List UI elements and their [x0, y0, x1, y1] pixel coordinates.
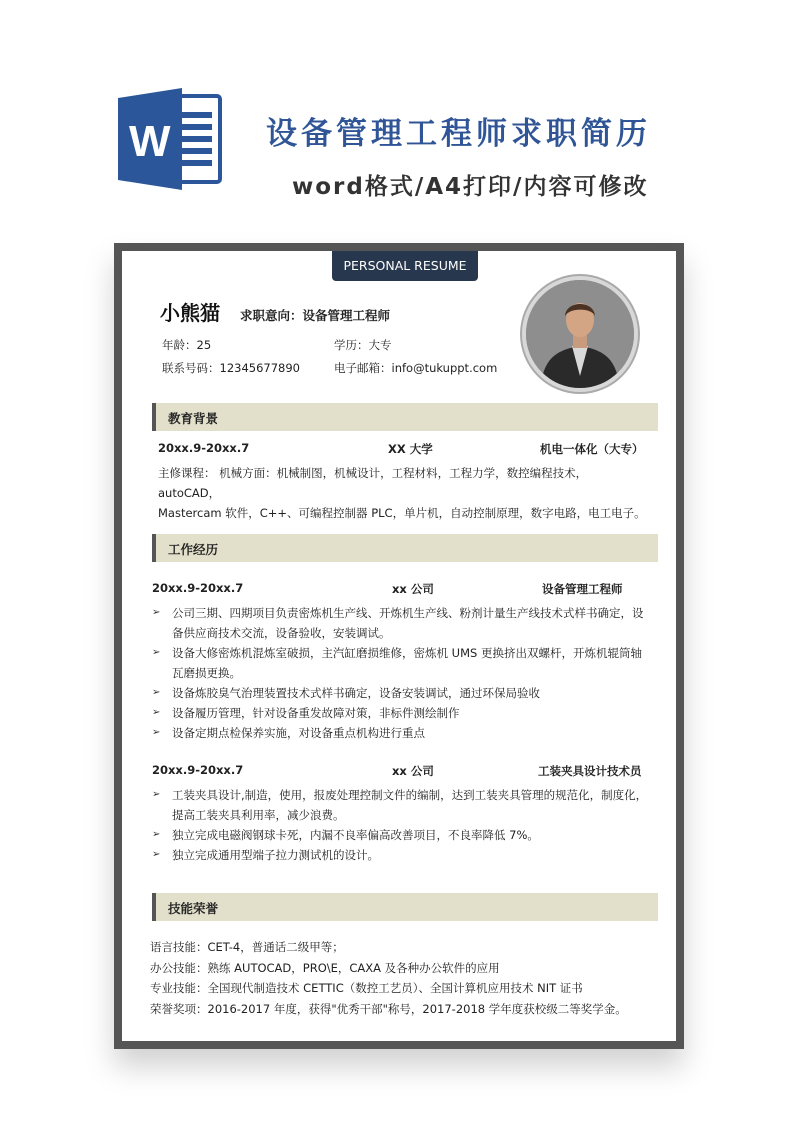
- banner-subtitle: word格式/A4打印/内容可修改: [292, 174, 649, 200]
- job-company: xx 公司: [392, 582, 434, 596]
- person-avatar-icon: [526, 280, 634, 388]
- age-field: 年龄：25: [162, 338, 212, 352]
- job-intent: 求职意向：设备管理工程师: [240, 308, 391, 323]
- profile-photo: [522, 276, 638, 392]
- job-duties-list: [150, 785, 652, 865]
- education-major: 机电一体化（大专）: [540, 442, 644, 456]
- work-section-title: 工作经历: [168, 542, 219, 557]
- skills-section-title: 技能荣誉: [168, 901, 219, 916]
- course-line: Mastercam 软件，C++、可编程控制器 PLC，单片机，自动控制原理，数字电路，电工电子。: [158, 506, 646, 520]
- duty-item: ➢ 独立完成电磁阀钢球卡死，内漏不良率偏高改善项目，不良率降低 7%。: [150, 825, 652, 845]
- personal-resume-tag: PERSONAL RESUME: [332, 251, 478, 281]
- job-duties-list: [150, 603, 652, 743]
- duty-item: ➢ 设备大修密炼机混炼室破损，主汽缸磨损维修，密炼机 UMS 更换挤出双螺杆，开炼机辊筒轴瓦磨损更换。: [150, 643, 652, 683]
- job-company: xx 公司: [392, 764, 434, 778]
- duty-item: ➢ 工装夹具设计,制造，使用，报废处理控制文件的编制，达到工装夹具管理的规范化，制度化，提高工装夹具利用率，减少浪费。: [150, 785, 652, 825]
- duty-item: ➢ 公司三期、四期项目负责密炼机生产线、开炼机生产线、粉剂计量生产线技术式样书确定，设备供应商技术交流，设备验收，安装调试。: [150, 603, 652, 643]
- skills-list: [150, 937, 652, 1019]
- banner-title: 设备管理工程师求职简历: [266, 116, 651, 152]
- course-line: 主修课程： 机械方面：机械制图，机械设计，工程材料，工程力学，数控编程技术，autoCAD，: [158, 466, 588, 500]
- skills-section-header: [152, 893, 658, 921]
- education-school: XX 大学: [388, 442, 433, 456]
- skill-line: 办公技能：熟练 AUTOCAD，PRO\E，CAXA 及各种办公软件的应用: [150, 960, 500, 975]
- duty-item: ➢ 设备定期点检保养实施，对设备重点机构进行重点: [150, 723, 652, 743]
- job-period: 20xx.9-20xx.7: [152, 581, 244, 595]
- duty-item: ➢ 设备履历管理，针对设备重发故障对策，非标件测绘制作: [150, 703, 652, 723]
- education-period: 20xx.9-20xx.7: [158, 441, 250, 455]
- education-field: 学历：大专: [334, 338, 392, 352]
- duty-item: ➢ 独立完成通用型端子拉力测试机的设计。: [150, 845, 652, 865]
- work-section-header: [152, 534, 658, 562]
- phone-field: 联系号码：12345677890: [162, 361, 300, 375]
- job-period: 20xx.9-20xx.7: [152, 763, 244, 777]
- skill-line: 语言技能：CET-4，普通话二级甲等；: [150, 940, 344, 954]
- word-logo-letter: W: [129, 117, 171, 166]
- word-document-icon: [118, 86, 224, 192]
- skill-line: 荣誉奖项：2016-2017 年度，获得"优秀干部"称号，2017-2018 学年度获校级二等奖学金。: [150, 1001, 627, 1016]
- education-courses: [158, 463, 648, 523]
- email-field: 电子邮箱：info@tukuppt.com: [334, 361, 498, 375]
- job-role: 工装夹具设计技术员: [538, 764, 642, 778]
- skill-line: 专业技能：全国现代制造技术 CETTIC（数控工艺员）、全国计算机应用技术 NIT 证书: [150, 981, 583, 995]
- resume-page: [114, 243, 684, 1049]
- duty-item: ➢ 设备炼胶臭气治理装置技术式样书确定，设备安装调试，通过环保局验收: [150, 683, 652, 703]
- education-section-title: 教育背景: [168, 411, 219, 426]
- education-section-header: [152, 403, 658, 431]
- candidate-name: 小熊猫: [160, 301, 220, 325]
- job-role: 设备管理工程师: [542, 582, 623, 596]
